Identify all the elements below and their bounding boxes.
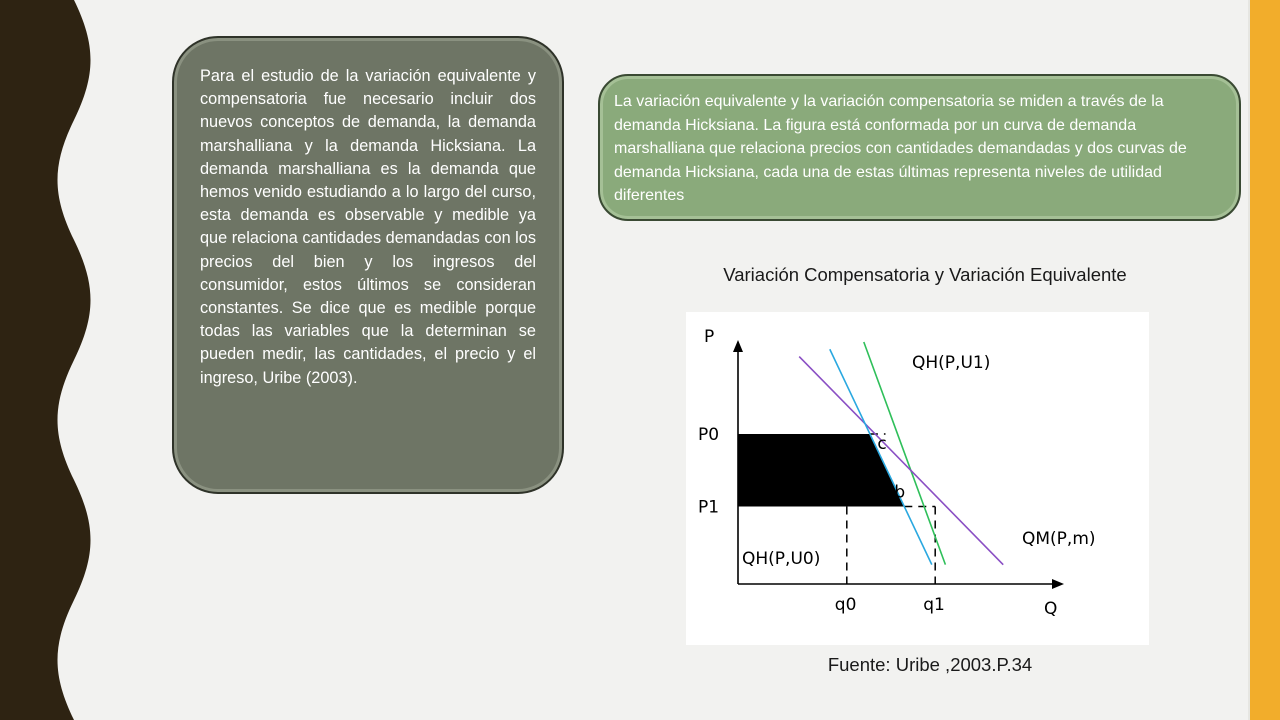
wavy-side-border — [0, 0, 100, 720]
accent-bar — [1250, 0, 1280, 720]
marshallian-hicksian-text-panel — [172, 36, 564, 494]
left-panel-text: Para el estudio de la variación equivalente y compensatoria fue necesario incluir dos nuevos conceptos de demanda, la demanda marshalliana y la demanda Hicksiana. La demanda marshalliana es la demanda que hemos venido estudiando a lo largo del curso, esta demanda es observable y medible ya que relaciona cantidades demandadas con los precios del bien y los ingresos del consumidor, estos últimos se consideran constantes. Se dice que es medible porque todas las variables que la determinan se pueden medir, las cantidades, el precio y el ingreso, Uribe (2003). — [200, 67, 536, 387]
y-tick-p1: P1 — [698, 497, 720, 518]
label-qm: QM(P,m) — [1022, 529, 1096, 549]
label-qh-u0: QH(P,U0) — [742, 549, 821, 569]
x-tick-q0: q0 — [834, 595, 857, 615]
y-tick-p0: P0 — [698, 424, 720, 445]
point-label-c: c — [877, 434, 887, 455]
figure-source: Fuente: Uribe ,2003.P.34 — [827, 654, 1033, 675]
right-panel-text: La variación equivalente y la variación compensatoria se miden a través de la demanda Hicksiana. La figura está conformada por un curva de demanda marshalliana que relaciona precios con cantidades demandadas y dos curvas de demanda Hicksiana, cada una de estas últimas representa niveles de utilidad diferentes — [614, 93, 1187, 204]
variation-measure-text-panel — [598, 74, 1241, 221]
y-axis-label: P — [704, 327, 715, 347]
x-axis-label: Q — [1044, 599, 1058, 619]
figure-title: Variación Compensatoria y Variación Equivalente — [723, 264, 1127, 285]
point-label-b: b — [894, 482, 906, 503]
x-tick-q1: q1 — [923, 595, 945, 615]
demand-curves-chart — [686, 312, 1149, 645]
label-qh-u1: QH(P,U1) — [912, 353, 991, 373]
